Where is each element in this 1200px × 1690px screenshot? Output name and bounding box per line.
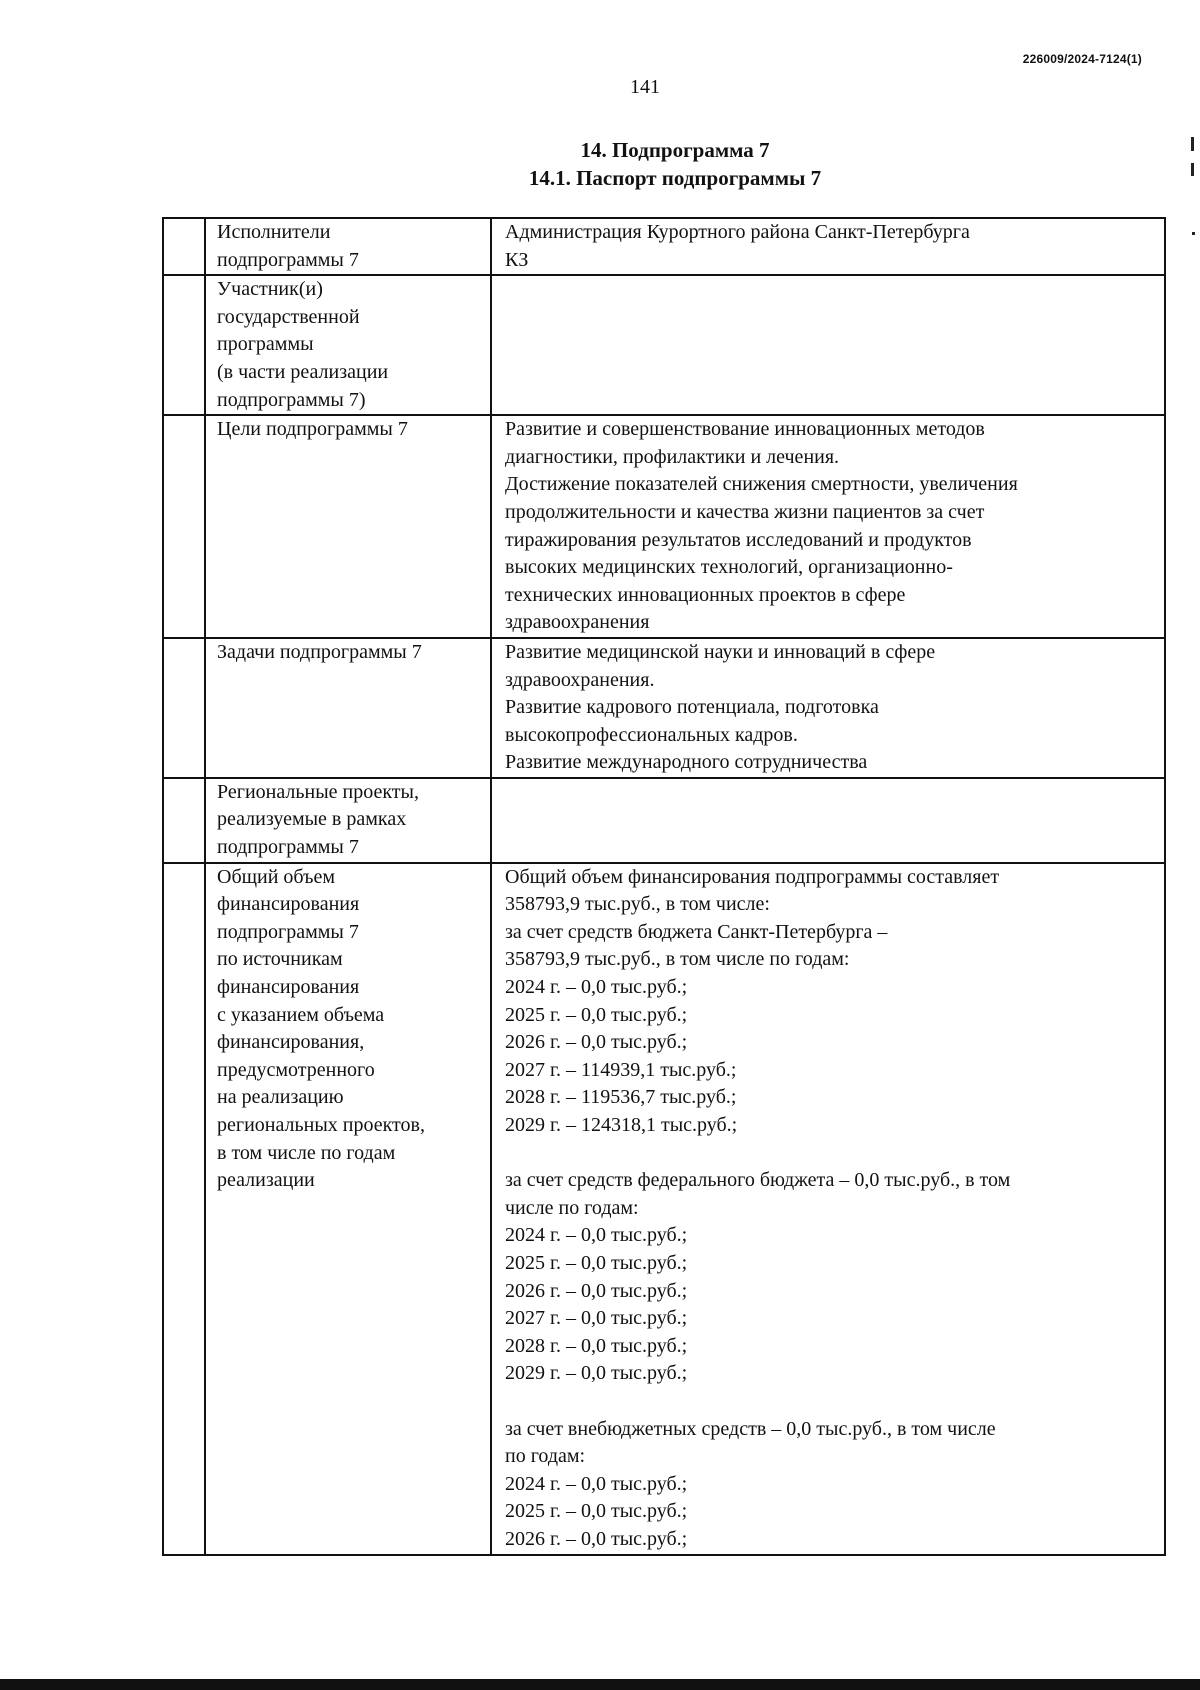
scan-bottom-edge [0,1679,1200,1690]
label-line: реализации [217,1169,315,1192]
value-line: по годам: [505,1445,586,1468]
row-value-cell [491,415,1165,638]
value-line: высокопрофессиональных кадров. [505,723,798,746]
value-line: диагностики, профилактики и лечения. [505,445,840,468]
table-row [163,275,1165,415]
value-line: 2027 г. – 0,0 тыс.руб.; [505,1307,688,1330]
table-row [163,863,1165,1555]
value-line: 2026 г. – 0,0 тыс.руб.; [505,1279,688,1302]
row-value-cell [491,275,1165,415]
value-line: 2027 г. – 114939,1 тыс.руб.; [505,1058,737,1081]
value-line: 2024 г. – 0,0 тыс.руб.; [505,976,688,999]
label-line: Общий объем [217,865,335,888]
value-line: продолжительности и качества жизни пациентов за счет [505,500,985,523]
label-line: предусмотренного [217,1058,375,1081]
value-line: 2024 г. – 0,0 тыс.руб.; [505,1224,688,1247]
row-value-cell [491,778,1165,863]
value-line: за счет средств бюджета Санкт-Петербурга – [505,920,888,943]
value-line: технических инновационных проектов в сфере [505,583,906,606]
label-line: по источникам [217,948,343,971]
value-line: 2028 г. – 0,0 тыс.руб.; [505,1334,688,1357]
label-line: региональных проектов, [217,1114,425,1136]
table-body [163,218,1165,1555]
row-label-cell [205,275,491,415]
value-line: 2025 г. – 0,0 тыс.руб.; [505,1500,688,1523]
value-line: 2029 г. – 124318,1 тыс.руб.; [505,1114,738,1136]
label-line: подпрограммы 7 [217,920,359,943]
row-blank-cell [163,638,205,778]
row-value-cell [491,863,1165,1555]
value-line: Развитие медицинской науки и инноваций в сфере [505,640,936,663]
label-line: финансирования [217,893,360,916]
value-line: Развитие кадрового потенциала, подготовка [505,696,879,719]
table-row [163,638,1165,778]
value-line: высоких медицинских технологий, организационно- [505,556,953,579]
value-line: Развитие международного сотрудничества [505,751,868,774]
table-row [163,218,1165,275]
row-blank-cell [163,275,205,415]
value-line: Достижение показателей снижения смертности, увеличения [505,473,1018,496]
value-line: Развитие и совершенствование инновационных методов [505,418,985,441]
label-line: подпрограммы 7 [217,248,359,271]
document-id: 226009/2024-7124(1) [1022,52,1142,66]
value-line: тиражирования результатов исследований и продуктов [505,528,972,551]
label-line: Региональные проекты, [217,780,419,803]
label-line: Цели подпрограммы 7 [217,418,408,441]
row-label-cell [205,415,491,638]
subprogram-passport-table [162,217,1166,1556]
row-blank-cell [163,778,205,863]
label-line: государственной [217,305,360,328]
value-line: здравоохранения [505,611,650,634]
value-line: 2025 г. – 0,0 тыс.руб.; [505,1251,688,1274]
label-line: реализуемые в рамках [217,808,407,831]
value-line: за счет внебюджетных средств – 0,0 тыс.руб., в том числе [505,1417,996,1440]
value-line: здравоохранения. [505,668,655,691]
value-line: Администрация Курортного района Санкт-Петербурга [505,221,970,243]
label-line: с указанием объема [217,1003,385,1026]
table-row [163,778,1165,863]
label-line: Участник(и) [217,278,323,301]
value-line: числе по годам: [505,1196,639,1219]
row-value-cell [491,218,1165,275]
value-line: 2028 г. – 119536,7 тыс.руб.; [505,1086,737,1109]
value-spacer [505,1388,1156,1416]
scan-mark [1191,163,1194,176]
row-blank-cell [163,415,205,638]
page-number: 141 [630,76,660,98]
value-line: за счет средств федерального бюджета – 0,0 тыс.руб., в том [505,1169,1011,1192]
label-line: на реализацию [217,1086,344,1109]
row-blank-cell [163,863,205,1555]
value-line: 2025 г. – 0,0 тыс.руб.; [505,1003,688,1026]
value-line: 358793,9 тыс.руб., в том числе: [505,893,770,916]
value-line: 2026 г. – 0,0 тыс.руб.; [505,1527,688,1550]
label-line: в том числе по годам [217,1141,396,1164]
row-value-cell [491,638,1165,778]
label-line: финансирования [217,976,360,999]
row-blank-cell [163,218,205,275]
label-line: финансирования, [217,1031,365,1054]
row-label-cell [205,218,491,275]
value-line: 2024 г. – 0,0 тыс.руб.; [505,1472,688,1495]
row-label-cell [205,863,491,1555]
value-line: 2029 г. – 0,0 тыс.руб.; [505,1362,688,1385]
value-line: Общий объем финансирования подпрограммы составляет [505,865,1000,888]
row-label-cell [205,638,491,778]
value-line: КЗ [505,248,529,271]
scan-mark [1192,232,1195,235]
label-line: (в части реализации [217,360,389,383]
label-line: Исполнители [217,221,331,243]
label-line: программы [217,333,314,356]
section-heading: 14. Подпрограмма 7 [580,138,770,162]
table-row [163,415,1165,638]
label-line: Задачи подпрограммы 7 [217,640,422,663]
label-line: подпрограммы 7) [217,388,366,411]
section-title [0,136,1200,192]
scan-mark [1191,137,1194,151]
value-spacer [505,1140,1156,1168]
label-line: подпрограммы 7 [217,836,359,859]
row-label-cell [205,778,491,863]
value-line: 2026 г. – 0,0 тыс.руб.; [505,1031,688,1054]
section-subheading: 14.1. Паспорт подпрограммы 7 [528,166,822,190]
value-line: 358793,9 тыс.руб., в том числе по годам: [505,948,850,971]
